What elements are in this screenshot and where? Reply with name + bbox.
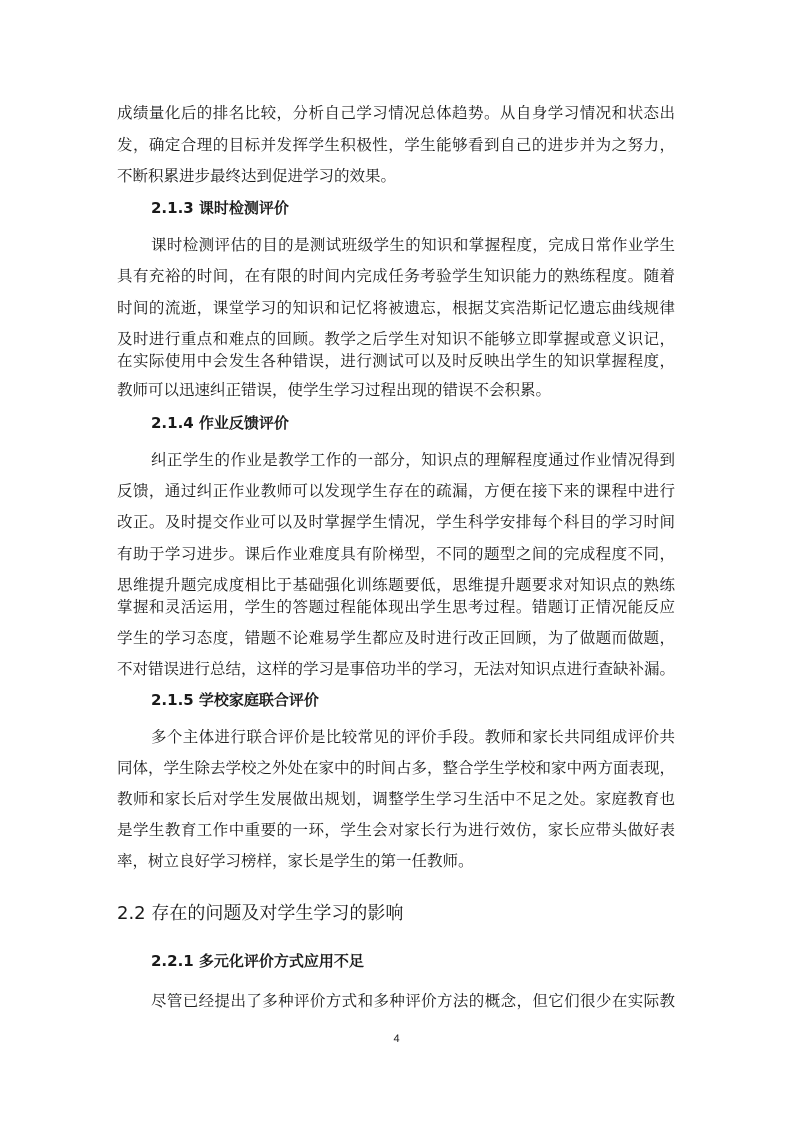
paragraph-line: 纠正学生的作业是教学工作的一部分，知识点的理解程度通过作业情况得到 [151, 451, 675, 469]
paragraph-line: 发，确定合理的目标并发挥学生积极性，学生能够看到自己的进步并为之努力， [117, 136, 675, 154]
paragraph-line: 时间的流逝，课堂学习的知识和记忆将被遗忘，根据艾宾浩斯记忆遗忘曲线规律 [117, 299, 675, 317]
paragraph-line: 成绩量化后的排名比较，分析自己学习情况总体趋势。从自身学习情况和状态出 [117, 104, 675, 122]
paragraph-line: 思维提升题完成度相比于基础强化训练题要低，思维提升题要求对知识点的熟练 [117, 576, 675, 594]
paragraph-line: 是学生教育工作中重要的一环，学生会对家长行为进行效仿，家长应带头做好表 [117, 821, 675, 839]
paragraph-line: 尽管已经提出了多种评价方式和多种评价方法的概念，但它们很少在实际教 [151, 992, 675, 1010]
paragraph-line: 在实际使用中会发生各种错误，进行测试可以及时反映出学生的知识掌握程度， [117, 352, 675, 370]
section-heading-2-1-5: 2.1.5 学校家庭联合评价 [151, 691, 319, 709]
paragraph-line: 多个主体进行联合评价是比较常见的评价手段。教师和家长共同组成评价共 [151, 728, 675, 746]
paragraph-line: 教师可以迅速纠正错误，使学生学习过程出现的错误不会积累。 [117, 381, 552, 399]
paragraph-line: 同体，学生除去学校之外处在家中的时间占多，整合学生学校和家中两方面表现， [117, 759, 675, 777]
paragraph-line: 学生的学习态度，错题不论难易学生都应及时进行改正回顾，为了做题而做题， [117, 629, 675, 647]
paragraph-line: 率，树立良好学习榜样，家长是学生的第一任教师。 [117, 852, 474, 870]
paragraph-line: 反馈，通过纠正作业教师可以发现学生存在的疏漏，方便在接下来的课程中进行 [117, 482, 675, 500]
section-heading-2-2-1: 2.2.1 多元化评价方式应用不足 [151, 952, 364, 970]
paragraph-line: 有助于学习进步。课后作业难度具有阶梯型，不同的题型之间的完成程度不同， [117, 545, 675, 563]
page-number: 4 [393, 1033, 400, 1045]
paragraph-line: 不断积累进步最终达到促进学习的效果。 [117, 167, 397, 185]
section-heading-2-1-3: 2.1.3 课时检测评价 [151, 199, 289, 217]
paragraph-line: 不对错误进行总结，这样的学习是事倍功半的学习，无法对知识点进行查缺补漏。 [117, 660, 675, 678]
paragraph-line: 掌握和灵活运用，学生的答题过程能体现出学生思考过程。错题订正情况能反应 [117, 598, 675, 616]
paragraph-line: 及时进行重点和难点的回顾。教学之后学生对知识不能够立即掌握或意义识记， [117, 330, 675, 348]
section-heading-2-2: 2.2 存在的问题及对学生学习的影响 [117, 903, 404, 924]
paragraph-line: 课时检测评估的目的是测试班级学生的知识和掌握程度，完成日常作业学生 [151, 236, 675, 254]
section-heading-2-1-4: 2.1.4 作业反馈评价 [151, 414, 289, 432]
paragraph-line: 具有充裕的时间，在有限的时间内完成任务考验学生知识能力的熟练程度。随着 [117, 267, 675, 285]
paragraph-line: 改正。及时提交作业可以及时掌握学生情况，学生科学安排每个科目的学习时间 [117, 513, 675, 531]
paragraph-line: 教师和家长后对学生发展做出规划，调整学生学习生活中不足之处。家庭教育也 [117, 790, 675, 808]
